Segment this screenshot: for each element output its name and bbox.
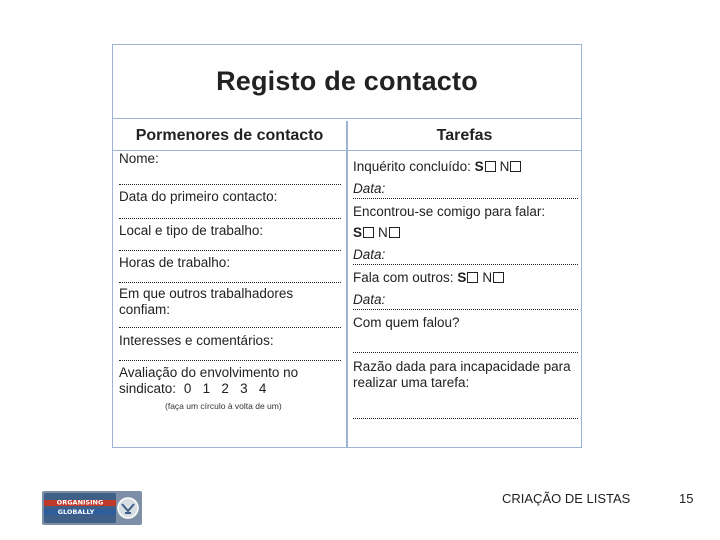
- workplace-type-label: Local e tipo de trabalho:: [119, 223, 264, 238]
- union-engagement-field: [119, 365, 341, 397]
- organising-globally-logo: [42, 491, 142, 525]
- talked-no-label: N: [482, 270, 493, 285]
- working-hours-label: Horas de trabalho:: [119, 255, 231, 270]
- inquiry-no-checkbox[interactable]: [510, 161, 521, 172]
- first-contact-date-label: Data do primeiro contacto:: [119, 189, 278, 204]
- inquiry-yes-label: S: [474, 159, 484, 174]
- talked-row: [353, 270, 578, 286]
- inquiry-date-label: Data:: [353, 181, 386, 196]
- talked-date-label: Data:: [353, 292, 386, 307]
- working-hours-field[interactable]: [119, 255, 341, 283]
- inquiry-row: [353, 159, 578, 175]
- form-title: Registo de contacto: [216, 66, 478, 96]
- met-date-label: Data:: [353, 247, 386, 262]
- inquiry-no-label: N: [499, 159, 510, 174]
- inquiry-label: Inquérito concluído:: [353, 159, 471, 174]
- union-engagement-label: Avaliação do envolvimento no sindicato:: [119, 365, 299, 396]
- inquiry-yes-checkbox[interactable]: [485, 161, 496, 172]
- page-number: 15: [679, 491, 694, 506]
- who-label: Com quem falou?: [353, 315, 460, 330]
- name-label: Nome:: [119, 151, 159, 166]
- talked-yes-label: S: [457, 270, 467, 285]
- contact-details-header: Pormenores de contacto: [135, 127, 324, 144]
- rating-note: (faça um círculo à volta de um): [165, 401, 282, 411]
- met-no-checkbox[interactable]: [389, 227, 400, 238]
- met-date-field[interactable]: [353, 247, 578, 265]
- form-title-box: [113, 45, 581, 119]
- talked-label: Fala com outros:: [353, 270, 454, 285]
- talked-no-checkbox[interactable]: [493, 272, 504, 283]
- trusted-workers-label: Em que outros trabalhadores confiam:: [119, 286, 294, 317]
- met-row: [353, 225, 578, 241]
- interests-comments-label: Interesses e comentários:: [119, 333, 274, 348]
- inquiry-date-field[interactable]: [353, 181, 578, 199]
- met-label: Encontrou-se comigo para falar:: [353, 204, 546, 219]
- talked-yes-checkbox[interactable]: [467, 272, 478, 283]
- logo-text-line1: ORGANISING: [56, 498, 104, 507]
- contact-record-form: [112, 44, 582, 448]
- talked-date-field[interactable]: [353, 292, 578, 310]
- met-yes-checkbox[interactable]: [363, 227, 374, 238]
- first-contact-date-field[interactable]: [119, 189, 341, 219]
- globe-logo-icon: [42, 491, 142, 525]
- met-yes-label: S: [353, 225, 363, 240]
- section-title: CRIAÇÃO DE LISTAS: [502, 491, 631, 506]
- name-field[interactable]: [119, 151, 341, 185]
- column-divider: [346, 121, 348, 447]
- reason-label: Razão dada para incapacidade para realizar uma tarefa:: [353, 359, 571, 390]
- logo-text-line2: GLOBALLY: [57, 508, 95, 516]
- trusted-workers-field[interactable]: [119, 286, 341, 328]
- rating-scale[interactable]: 0 1 2 3 4: [183, 381, 267, 396]
- met-no-label: N: [378, 225, 388, 240]
- reason-field[interactable]: [353, 359, 578, 419]
- tasks-header: Tarefas: [436, 127, 493, 144]
- who-field[interactable]: [353, 315, 578, 353]
- interests-comments-field[interactable]: [119, 333, 341, 361]
- workplace-type-field[interactable]: [119, 223, 341, 251]
